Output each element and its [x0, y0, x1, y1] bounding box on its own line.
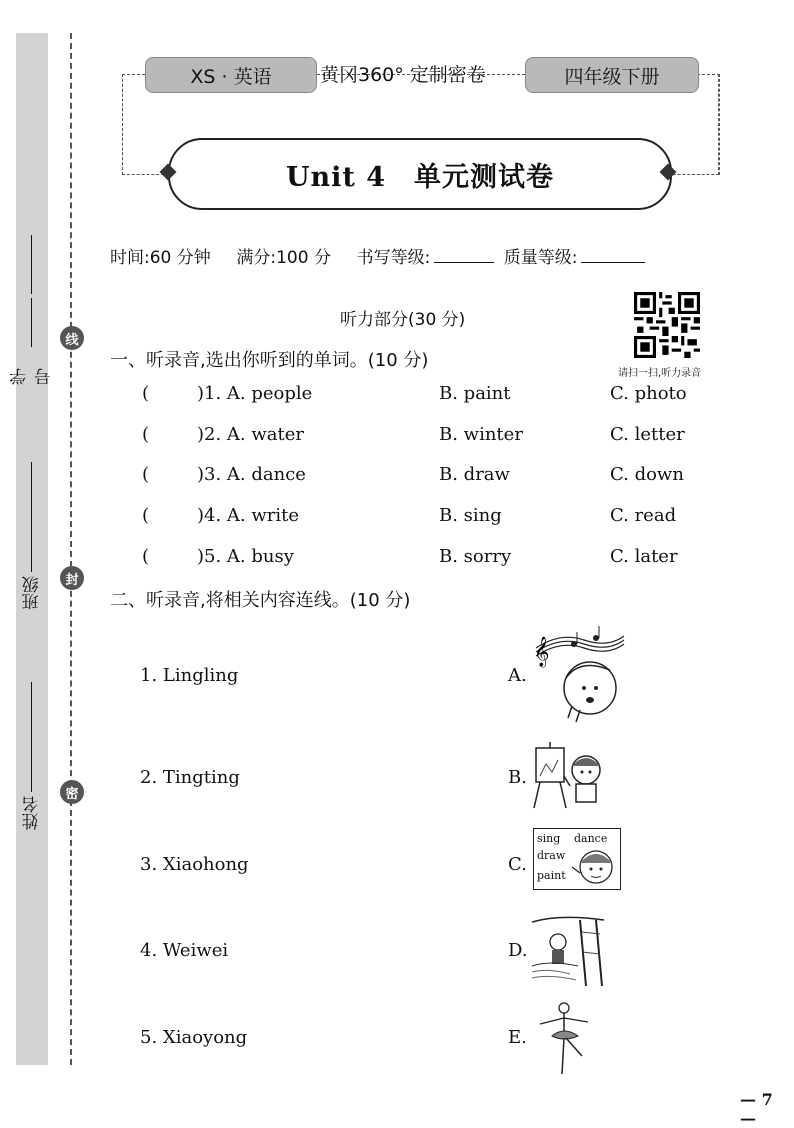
option-a: )5. A. busy — [197, 546, 294, 567]
match-name-5[interactable]: 5. Xiaoyong — [140, 1027, 248, 1048]
seal-line-mark: 线 — [60, 326, 84, 350]
tree-river-picture — [530, 912, 606, 988]
match-letter-b[interactable]: B. — [508, 767, 527, 788]
cut-line — [70, 33, 72, 1065]
option-a: )4. A. write — [197, 505, 300, 526]
student-number-label: 学号 — [10, 368, 55, 385]
option-b: B. sorry — [439, 546, 512, 567]
name-field — [18, 680, 46, 830]
name-label: 姓名 — [22, 796, 43, 830]
option-c: C. read — [610, 505, 677, 526]
option-c: C. later — [610, 546, 678, 567]
match-letter-d[interactable]: D. — [508, 940, 528, 961]
option-b: B. sing — [439, 505, 502, 526]
option-a: )1. A. people — [197, 383, 313, 404]
part2-heading: 二、听录音,将相关内容连线。(10 分) — [110, 590, 411, 611]
grade-pill: 四年级下册 — [525, 57, 699, 93]
qr-code-icon[interactable] — [634, 292, 700, 358]
seal-secret-mark: 密 — [60, 780, 84, 804]
option-a: )3. A. dance — [197, 464, 306, 485]
answer-paren[interactable]: ( — [142, 505, 150, 526]
score-info: 满分:100 分 — [236, 248, 331, 268]
question-row — [142, 505, 742, 529]
question-row — [142, 383, 742, 407]
question-row — [142, 546, 742, 570]
svg-text:𝄞: 𝄞 — [534, 637, 550, 667]
girl-face-icon — [570, 843, 618, 889]
section-title: 听力部分(30 分) — [340, 310, 466, 330]
match-letter-c[interactable]: C. — [508, 854, 527, 875]
answer-paren[interactable]: ( — [142, 424, 150, 445]
time-info: 时间:60 分钟 — [110, 248, 211, 268]
word-draw: draw — [537, 849, 566, 862]
option-c: C. photo — [610, 383, 687, 404]
series-title: 黄冈360° 定制密卷 — [320, 64, 486, 86]
match-letter-e[interactable]: E. — [508, 1027, 527, 1048]
option-c: C. down — [610, 464, 684, 485]
class-field — [18, 460, 46, 610]
quality-grade-blank[interactable] — [581, 248, 645, 263]
option-a: )2. A. water — [197, 424, 304, 445]
part1-heading: 一、听录音,选出你听到的单词。(10 分) — [110, 350, 429, 371]
word-board-picture — [533, 828, 621, 890]
answer-paren[interactable]: ( — [142, 546, 150, 567]
exam-info — [110, 243, 645, 268]
option-c: C. letter — [610, 424, 685, 445]
class-label: 班级 — [22, 576, 43, 610]
writing-grade-blank[interactable] — [434, 248, 494, 263]
answer-paren[interactable]: ( — [142, 383, 150, 404]
page-title: Unit 4 单元测试卷 — [285, 161, 555, 193]
qr-caption: 请扫一扫,听力录音 — [618, 368, 702, 379]
match-name-1[interactable]: 1. Lingling — [140, 665, 239, 686]
student-number-field — [10, 235, 55, 385]
question-row — [142, 464, 742, 488]
question-row — [142, 424, 742, 448]
word-sing: sing — [537, 832, 561, 845]
singing-girl-picture — [530, 618, 626, 724]
option-b: B. draw — [439, 464, 510, 485]
option-b: B. winter — [439, 424, 523, 445]
match-name-4[interactable]: 4. Weiwei — [140, 940, 229, 961]
match-name-3[interactable]: 3. Xiaohong — [140, 854, 249, 875]
seal-seal-mark: 封 — [60, 566, 84, 590]
page-number: — 7 — — [740, 1090, 773, 1128]
option-b: B. paint — [439, 383, 511, 404]
subject-pill: XS · 英语 — [145, 57, 317, 93]
match-letter-a[interactable]: A. — [508, 665, 527, 686]
word-paint: paint — [537, 869, 566, 882]
quality-grade-label: 质量等级: — [503, 248, 578, 268]
ballet-dancer-picture — [536, 998, 592, 1078]
match-name-2[interactable]: 2. Tingting — [140, 767, 240, 788]
painting-boy-picture — [530, 740, 610, 810]
writing-grade-label: 书写等级: — [356, 248, 431, 268]
answer-paren[interactable]: ( — [142, 464, 150, 485]
word-dance: dance — [574, 832, 608, 845]
unit-title-banner — [168, 138, 672, 210]
